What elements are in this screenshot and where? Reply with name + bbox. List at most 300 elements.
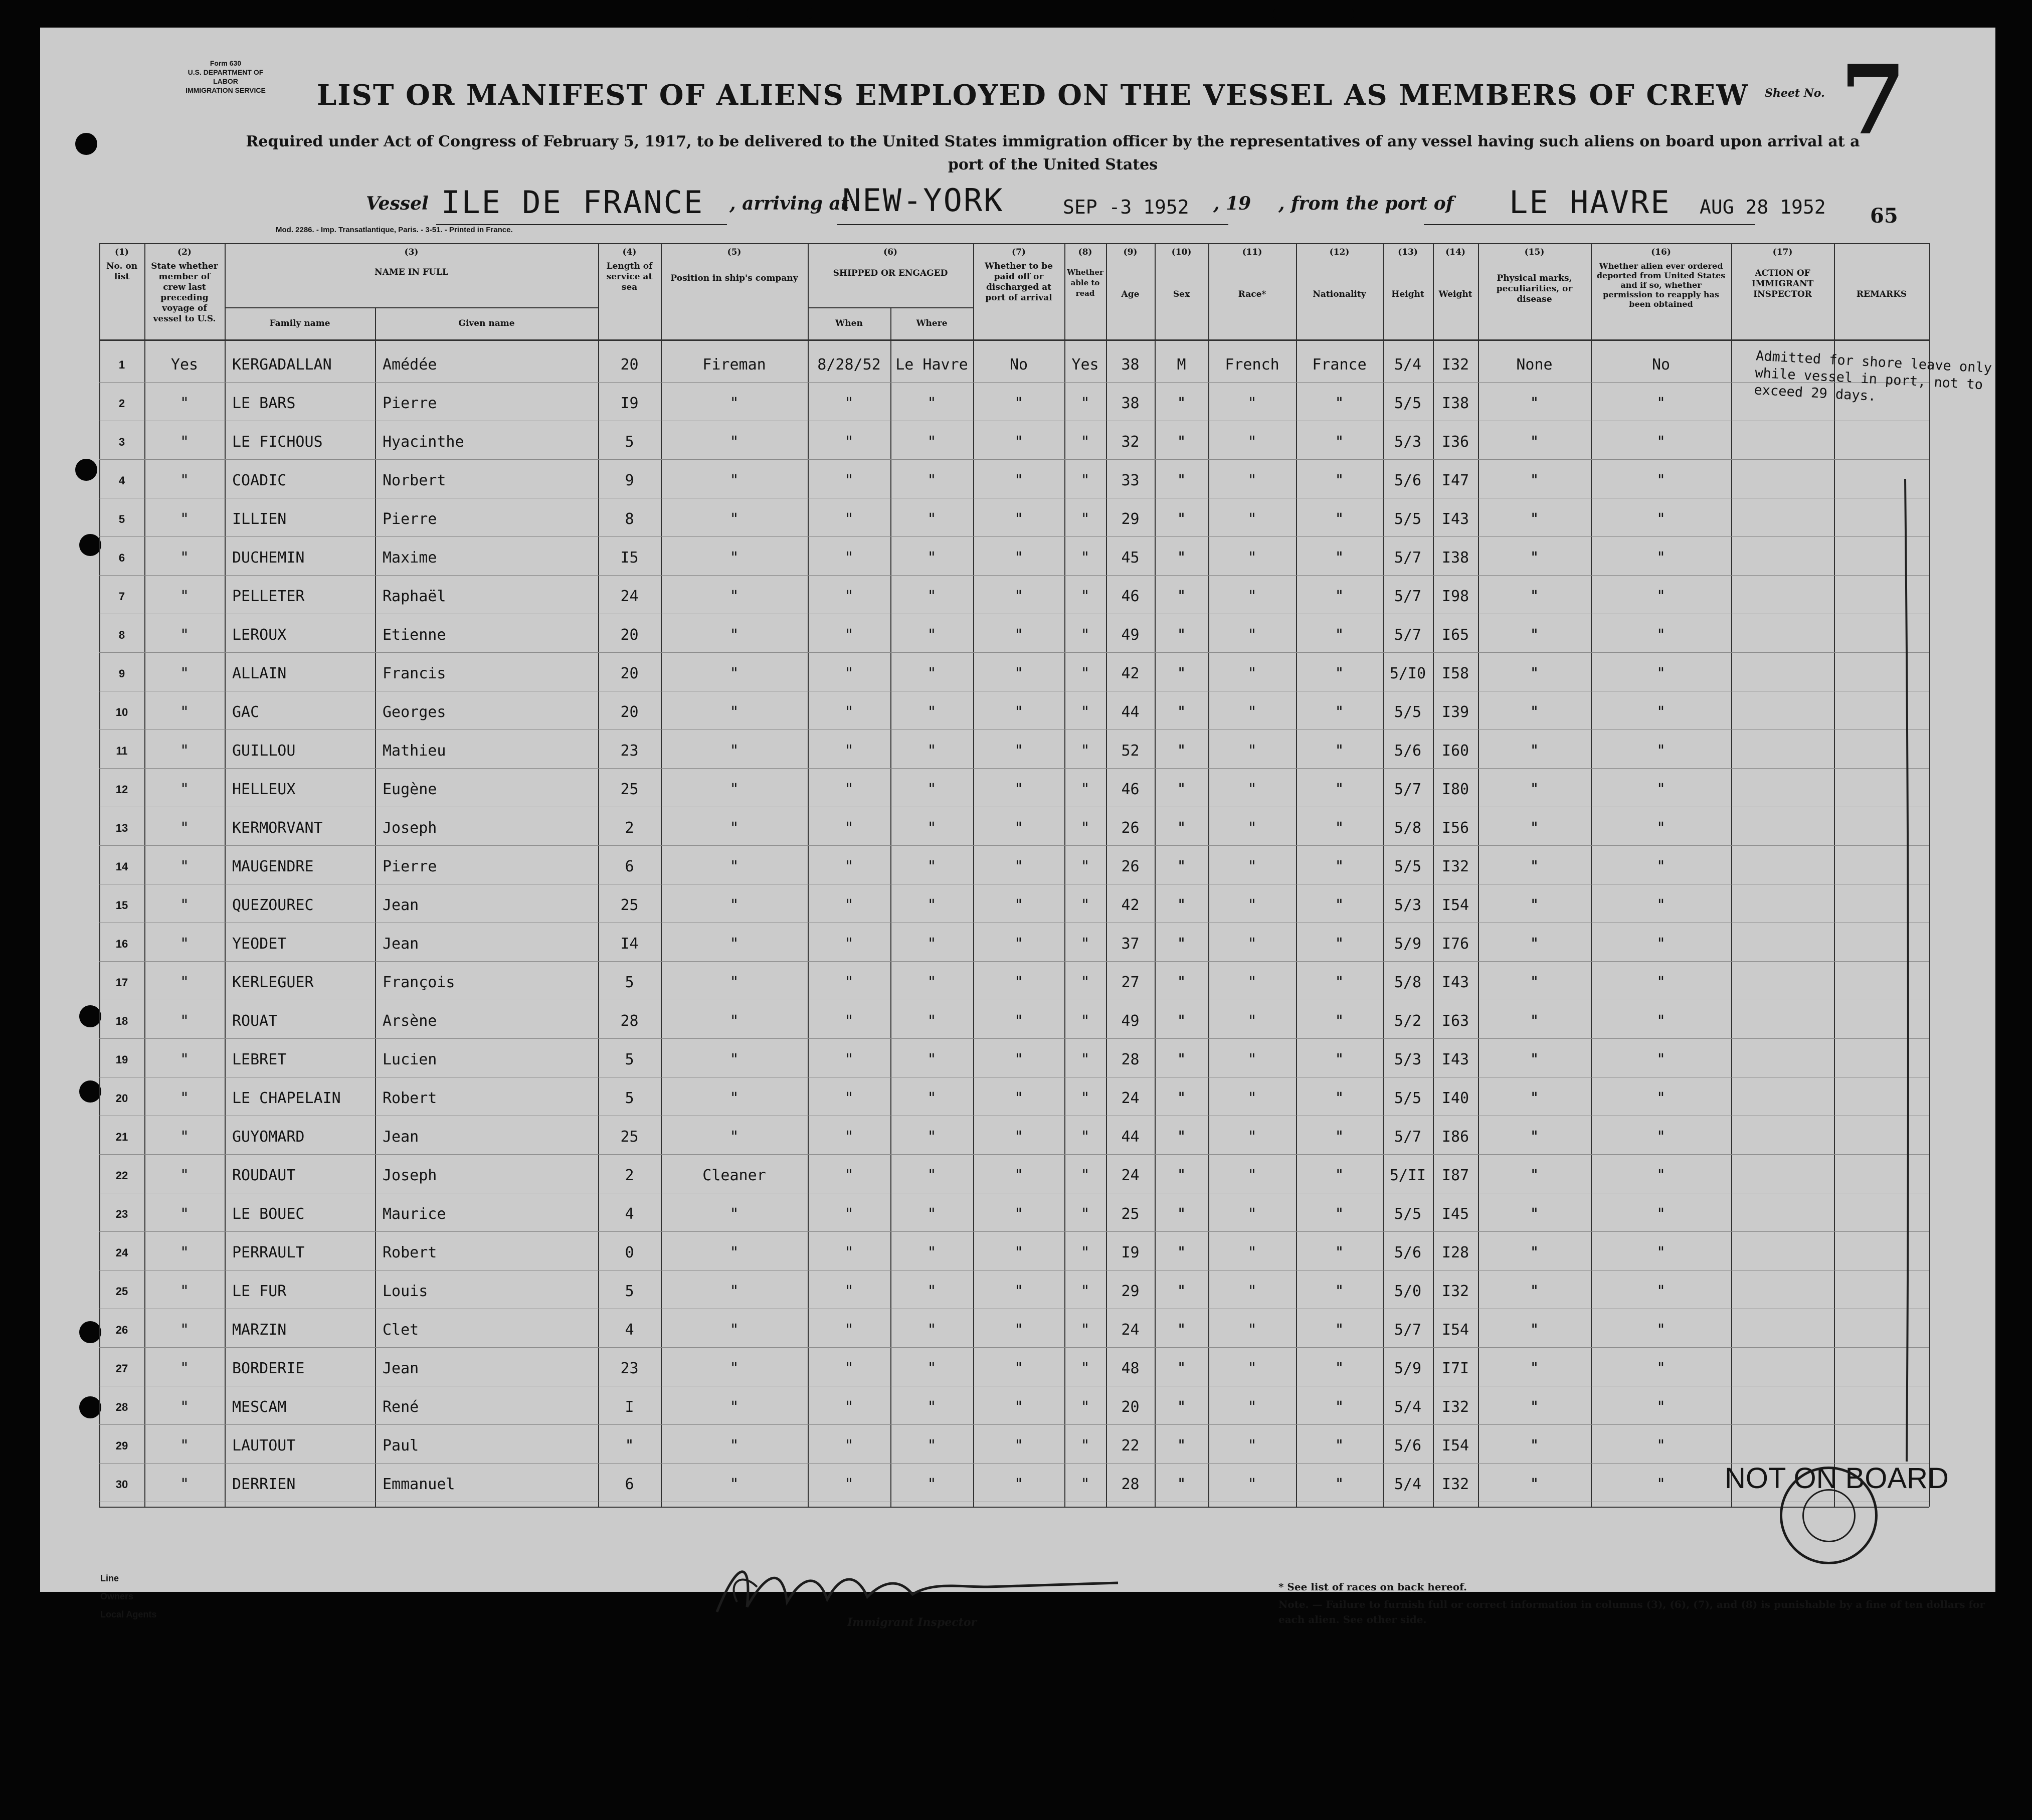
race: " [1247, 858, 1257, 875]
able-to-read: " [1080, 1437, 1090, 1454]
sex: " [1177, 510, 1186, 528]
service-length: 25 [620, 1128, 639, 1146]
sex: " [1177, 395, 1186, 412]
paid-off: " [1014, 510, 1024, 528]
vessel-name: ILE DE FRANCE [441, 184, 704, 221]
weight: I43 [1441, 974, 1469, 991]
sex: " [1177, 1398, 1186, 1416]
position: " [729, 1321, 739, 1339]
weight: I63 [1441, 1012, 1469, 1030]
physical-marks: " [1530, 781, 1539, 798]
height: 5/6 [1394, 1437, 1422, 1454]
height: 5/4 [1394, 1398, 1422, 1416]
given-name: Pierre [383, 858, 437, 875]
deported-status: " [1656, 1244, 1666, 1261]
crew-status: " [179, 626, 190, 644]
family-name: LEBRET [232, 1051, 287, 1068]
row-number: 29 [115, 1439, 128, 1452]
col-number: (3) [404, 247, 419, 257]
race: " [1247, 395, 1257, 412]
physical-marks: " [1530, 935, 1539, 953]
paid-off: " [1014, 433, 1024, 451]
family-name: MARZIN [232, 1321, 287, 1339]
physical-marks: " [1530, 1360, 1539, 1377]
service-length: 9 [625, 472, 634, 489]
shipped-when: " [844, 1012, 854, 1030]
col-number: (10) [1171, 247, 1192, 257]
weight: I36 [1441, 433, 1469, 451]
shipped-when: " [844, 935, 854, 953]
nationality: " [1335, 472, 1344, 489]
race: " [1247, 626, 1257, 644]
col-header-given-name: Given name [458, 318, 515, 328]
sex: " [1177, 1051, 1186, 1068]
paid-off: " [1014, 1128, 1024, 1146]
race: " [1247, 1051, 1257, 1068]
sex: " [1177, 626, 1186, 644]
physical-marks: " [1530, 472, 1539, 489]
shipped-when: " [844, 819, 854, 837]
row-number: 26 [115, 1324, 128, 1336]
nationality: " [1335, 588, 1344, 605]
able-to-read: " [1080, 781, 1090, 798]
able-to-read: Yes [1071, 356, 1099, 374]
remarks-note: Admitted for shore leave only while vessel in port, not to exceed 29 days. [1753, 348, 1992, 405]
shipped-where: " [927, 665, 937, 682]
crew-status: " [179, 1437, 190, 1454]
shipped-where: " [927, 1437, 937, 1454]
position: " [729, 1205, 739, 1223]
col-header-weight: Weight [1438, 289, 1472, 299]
service-length: I4 [620, 935, 639, 953]
family-name: ILLIEN [232, 510, 287, 528]
service-length: 23 [620, 742, 639, 760]
shipped-when: " [844, 1089, 854, 1107]
paid-off: No [1009, 356, 1028, 374]
service-length: 5 [625, 1283, 634, 1300]
able-to-read: " [1080, 1051, 1090, 1068]
race: " [1247, 1283, 1257, 1300]
col-number: (13) [1398, 247, 1418, 257]
able-to-read: " [1080, 1012, 1090, 1030]
able-to-read: " [1080, 549, 1090, 567]
shipped-where: " [927, 1244, 937, 1261]
race: " [1247, 1321, 1257, 1339]
service-length: 2 [625, 819, 634, 837]
age: 38 [1121, 356, 1140, 374]
physical-marks: " [1530, 1012, 1539, 1030]
deported-status: " [1656, 510, 1666, 528]
row-number: 2 [118, 397, 125, 410]
weight: I58 [1441, 665, 1469, 682]
race: " [1247, 1437, 1257, 1454]
paid-off: " [1014, 549, 1024, 567]
able-to-read: " [1080, 626, 1090, 644]
sex: " [1177, 1012, 1186, 1030]
shipped-when: " [844, 1398, 854, 1416]
shipped-where: " [927, 935, 937, 953]
physical-marks: " [1530, 549, 1539, 567]
col-header-deported: Whether alien ever ordered deported from United States and if so, whether permission to reapply has been obtained [1596, 261, 1726, 309]
col-header-race: Race* [1238, 289, 1266, 299]
deported-status: " [1656, 1167, 1666, 1184]
family-name: QUEZOUREC [232, 896, 314, 914]
position: " [729, 1128, 739, 1146]
deported-status: " [1656, 472, 1666, 489]
sex: " [1177, 781, 1186, 798]
tape-mark [747, 8, 812, 19]
crew-status: " [179, 974, 190, 991]
shipped-where: " [927, 433, 937, 451]
shipped-where: " [927, 703, 937, 721]
family-name: GAC [232, 703, 260, 721]
row-number: 6 [118, 552, 125, 564]
age: 29 [1121, 1283, 1140, 1300]
height: 5/5 [1394, 1089, 1422, 1107]
paid-off: " [1014, 395, 1024, 412]
row-number: 14 [115, 860, 128, 873]
race: " [1247, 588, 1257, 605]
given-name: Jean [383, 1128, 419, 1146]
immigrant-inspector-label: Immigrant Inspector [847, 1616, 977, 1629]
race: " [1247, 510, 1257, 528]
family-name: GUYOMARD [232, 1128, 305, 1146]
shipped-when: " [844, 742, 854, 760]
shipped-where: " [927, 858, 937, 875]
able-to-read: " [1080, 1244, 1090, 1261]
col-header-physical-marks: Physical marks, peculiarities, or disease [1496, 273, 1573, 304]
deported-status: " [1656, 703, 1666, 721]
given-name: Francis [383, 665, 446, 682]
age: 28 [1121, 1476, 1140, 1493]
able-to-read: " [1080, 703, 1090, 721]
age: 33 [1121, 472, 1140, 489]
sex: " [1177, 1128, 1186, 1146]
sex: " [1177, 549, 1186, 567]
physical-marks: None [1516, 356, 1553, 374]
family-name: DUCHEMIN [232, 549, 305, 567]
given-name: Paul [383, 1437, 419, 1454]
deported-status: " [1656, 1321, 1666, 1339]
paid-off: " [1014, 1398, 1024, 1416]
row-number: 30 [115, 1478, 128, 1491]
row-number: 1 [118, 358, 125, 371]
departure-date-stamp: AUG 28 1952 [1700, 196, 1826, 218]
shipped-where: " [927, 1167, 937, 1184]
deported-status: " [1656, 1437, 1666, 1454]
deported-status: " [1656, 1205, 1666, 1223]
service-length: 2 [625, 1167, 634, 1184]
weight: I87 [1441, 1167, 1469, 1184]
family-name: ALLAIN [232, 665, 287, 682]
col-number: (2) [177, 247, 192, 257]
nationality: " [1335, 1167, 1344, 1184]
sex: " [1177, 1205, 1186, 1223]
shipped-where: " [927, 1205, 937, 1223]
physical-marks: " [1530, 858, 1539, 875]
nationality: " [1335, 1244, 1344, 1261]
sex: " [1177, 472, 1186, 489]
inspector-signature [707, 1552, 1128, 1622]
height: 5/7 [1394, 1128, 1422, 1146]
height: 5/5 [1394, 510, 1422, 528]
service-length: 6 [625, 1476, 634, 1493]
weight: I98 [1441, 588, 1469, 605]
given-name: Etienne [383, 626, 446, 644]
physical-marks: " [1530, 742, 1539, 760]
not-on-board-stamp: NOT ON BOARD [1725, 1462, 1949, 1495]
able-to-read: " [1080, 1360, 1090, 1377]
eagle-emblem [1802, 1489, 1856, 1542]
height: 5/5 [1394, 395, 1422, 412]
col-number: (14) [1445, 247, 1465, 257]
crew-status: " [179, 1360, 190, 1377]
shipped-where: " [927, 510, 937, 528]
crew-status: " [179, 472, 190, 489]
able-to-read: " [1080, 1205, 1090, 1223]
age: 52 [1121, 742, 1140, 760]
shipped-where: " [927, 819, 937, 837]
shipped-when: " [844, 858, 854, 875]
age: 24 [1121, 1321, 1140, 1339]
position: " [729, 974, 739, 991]
shipped-when: " [844, 510, 854, 528]
family-name: LE CHAPELAIN [232, 1089, 341, 1107]
height: 5/II [1389, 1167, 1426, 1184]
family-name: MESCAM [232, 1398, 287, 1416]
paid-off: " [1014, 1476, 1024, 1493]
given-name: Hyacinthe [383, 433, 464, 451]
row-number: 20 [115, 1092, 128, 1105]
family-name: PERRAULT [232, 1244, 305, 1261]
shipped-where: " [927, 1360, 937, 1377]
deported-status: " [1656, 1128, 1666, 1146]
able-to-read: " [1080, 1167, 1090, 1184]
paid-off: " [1014, 1437, 1024, 1454]
shipped-when: " [844, 472, 854, 489]
sex: " [1177, 1321, 1186, 1339]
paid-off: " [1014, 626, 1024, 644]
weight: I32 [1441, 1398, 1469, 1416]
paid-off: " [1014, 1283, 1024, 1300]
paid-off: " [1014, 742, 1024, 760]
given-name: Norbert [383, 472, 446, 489]
family-name: ROUAT [232, 1012, 278, 1030]
given-name: Maxime [383, 549, 437, 567]
age: 32 [1121, 433, 1140, 451]
weight: I32 [1441, 1283, 1469, 1300]
line-label: Line [100, 1573, 119, 1583]
shipped-when: " [844, 1205, 854, 1223]
nationality: " [1335, 1051, 1344, 1068]
position: " [729, 858, 739, 875]
race: " [1247, 549, 1257, 567]
age: 48 [1121, 1360, 1140, 1377]
printer-line: Mod. 2286. - Imp. Transatlantique, Paris. - 3-51. - Printed in France. [276, 226, 513, 234]
crew-status: " [179, 935, 190, 953]
service-length: 20 [620, 665, 639, 682]
nationality: " [1335, 1321, 1344, 1339]
col-header-sex: Sex [1173, 289, 1190, 299]
form-number: Form 630 [210, 59, 242, 67]
shipped-when: " [844, 1321, 854, 1339]
crew-status: " [179, 1051, 190, 1068]
row-number: 24 [115, 1246, 128, 1259]
family-name: LEROUX [232, 626, 287, 644]
family-name: PELLETER [232, 588, 305, 605]
position: " [729, 1244, 739, 1261]
physical-marks: " [1530, 665, 1539, 682]
given-name: Jean [383, 896, 419, 914]
row-number: 5 [118, 513, 125, 525]
position: " [729, 626, 739, 644]
able-to-read: " [1080, 858, 1090, 875]
family-name: HELLEUX [232, 781, 296, 798]
paid-off: " [1014, 896, 1024, 914]
service-length: 5 [625, 1089, 634, 1107]
sex: " [1177, 935, 1186, 953]
weight: I45 [1441, 1205, 1469, 1223]
col-number: (11) [1242, 247, 1262, 257]
local-agents-label: Local Agents [100, 1609, 157, 1619]
shipped-when: " [844, 1167, 854, 1184]
deported-status: " [1656, 1283, 1666, 1300]
nationality: " [1335, 742, 1344, 760]
shipped-where: " [927, 626, 937, 644]
deported-status: " [1656, 858, 1666, 875]
paid-off: " [1014, 974, 1024, 991]
service-length: I5 [620, 549, 639, 567]
col-number: (9) [1123, 247, 1138, 257]
height: 5/6 [1394, 1244, 1422, 1261]
sex: " [1177, 1360, 1186, 1377]
weight: I38 [1441, 549, 1469, 567]
physical-marks: " [1530, 1398, 1539, 1416]
weight: I28 [1441, 1244, 1469, 1261]
shipped-where: " [927, 742, 937, 760]
crew-status: " [179, 1283, 190, 1300]
col-number: (6) [883, 247, 897, 257]
age: 28 [1121, 1051, 1140, 1068]
crew-status: " [179, 549, 190, 567]
row-number: 27 [115, 1362, 128, 1375]
physical-marks: " [1530, 1167, 1539, 1184]
position: " [729, 1051, 739, 1068]
race: " [1247, 1012, 1257, 1030]
height: 5/8 [1394, 974, 1422, 991]
position: " [729, 742, 739, 760]
service-length: 4 [625, 1321, 634, 1339]
nationality: " [1335, 510, 1344, 528]
height: 5/8 [1394, 819, 1422, 837]
height: 5/7 [1394, 1321, 1422, 1339]
family-name: LAUTOUT [232, 1437, 296, 1454]
col-header-length-of-service: Length of service at sea [606, 261, 653, 292]
position: " [729, 781, 739, 798]
position: " [729, 1360, 739, 1377]
sex: " [1177, 896, 1186, 914]
able-to-read: " [1080, 742, 1090, 760]
page-title: LIST OR MANIFEST OF ALIENS EMPLOYED ON THE VESSEL AS MEMBERS OF CREW [316, 79, 1749, 112]
tape-mark [1273, 9, 1354, 20]
able-to-read: " [1080, 665, 1090, 682]
deported-status: " [1656, 1012, 1666, 1030]
service-length: 5 [625, 433, 634, 451]
row-number: 25 [115, 1285, 128, 1298]
age: 26 [1121, 819, 1140, 837]
given-name: François [383, 974, 455, 991]
deported-status: " [1656, 742, 1666, 760]
position: " [729, 1089, 739, 1107]
paid-off: " [1014, 703, 1024, 721]
service-name: IMMIGRATION SERVICE [186, 86, 266, 94]
physical-marks: " [1530, 433, 1539, 451]
row-number: 21 [115, 1131, 128, 1143]
col-header-age: Age [1121, 289, 1140, 299]
col-number: (16) [1651, 247, 1671, 257]
crew-status: Yes [170, 356, 199, 374]
crew-status: " [179, 1476, 190, 1493]
nationality: " [1335, 858, 1344, 875]
service-length: 23 [620, 1360, 639, 1377]
shipped-where: " [927, 472, 937, 489]
age: 49 [1121, 626, 1140, 644]
height: 5/9 [1394, 935, 1422, 953]
crew-status: " [179, 703, 190, 721]
weight: I65 [1441, 626, 1469, 644]
height: 5/7 [1394, 588, 1422, 605]
race: " [1247, 1205, 1257, 1223]
shipped-where: Le Havre [895, 356, 968, 374]
deported-status: " [1656, 1360, 1666, 1377]
position: " [729, 588, 739, 605]
shipped-when: " [844, 395, 854, 412]
nationality: " [1335, 1360, 1344, 1377]
shipped-when: " [844, 588, 854, 605]
deported-status: " [1656, 433, 1666, 451]
shipped-when: " [844, 1476, 854, 1493]
sheet-label: Sheet No. [1765, 87, 1825, 100]
physical-marks: " [1530, 1128, 1539, 1146]
height: 5/3 [1394, 896, 1422, 914]
able-to-read: " [1080, 974, 1090, 991]
crew-status: " [179, 819, 190, 837]
shipped-where: " [927, 781, 937, 798]
shipped-when: " [844, 433, 854, 451]
given-name: Eugène [383, 781, 437, 798]
physical-marks: " [1530, 1205, 1539, 1223]
col-header-able-to-read: Whether able to read [1067, 268, 1103, 298]
given-name: Clet [383, 1321, 419, 1339]
shipped-when: " [844, 1283, 854, 1300]
arrival-date-stamp: SEP -3 1952 [1063, 196, 1189, 218]
punch-hole [79, 534, 101, 556]
age: 25 [1121, 1205, 1140, 1223]
given-name: Georges [383, 703, 446, 721]
shipped-where: " [927, 395, 937, 412]
service-length: 24 [620, 588, 639, 605]
able-to-read: " [1080, 395, 1090, 412]
family-name: COADIC [232, 472, 287, 489]
remarks-bracket-line [1903, 479, 1918, 1462]
nationality: " [1335, 1437, 1344, 1454]
nationality: " [1335, 1089, 1344, 1107]
col-number: (17) [1772, 247, 1793, 257]
physical-marks: " [1530, 703, 1539, 721]
physical-marks: " [1530, 395, 1539, 412]
shipped-when: " [844, 1128, 854, 1146]
deported-status: " [1656, 1398, 1666, 1416]
